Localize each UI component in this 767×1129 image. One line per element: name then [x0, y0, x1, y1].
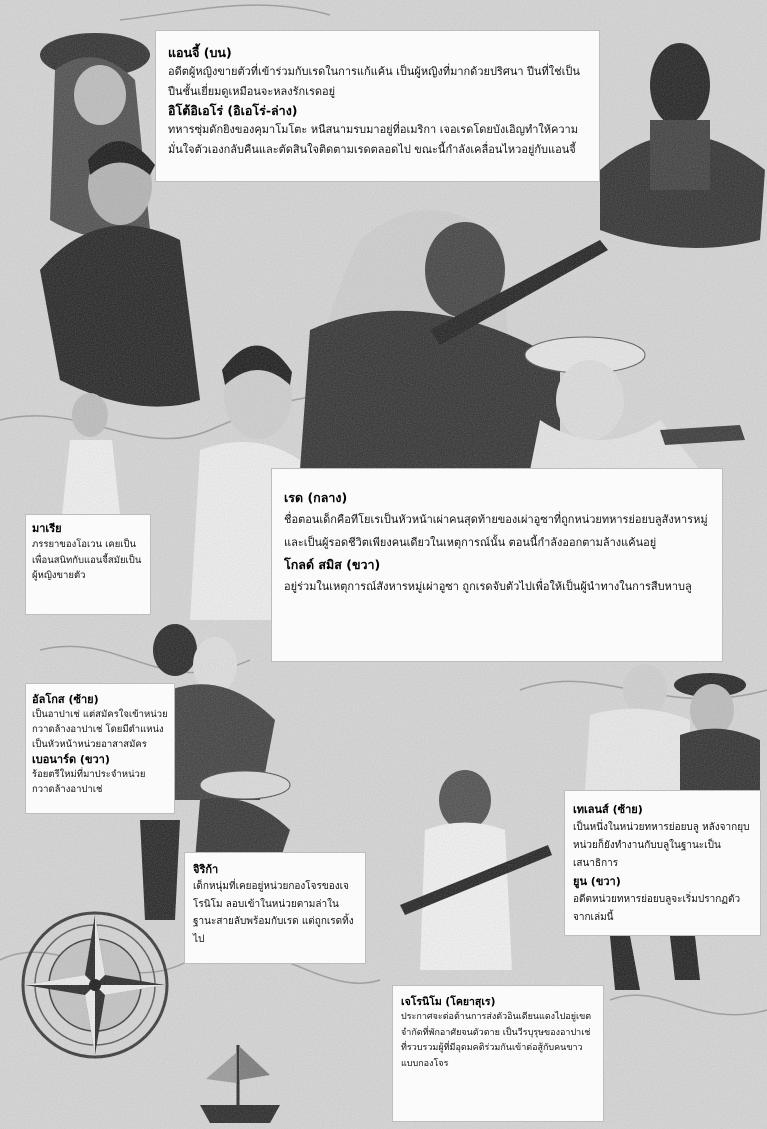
- caption-desc-angie: อดีตผู้หญิงขายตัวที่เข้าร่วมกับเรดในการแก้แค้น เป็นผู้หญิงที่มากด้วยปริศนา ปีนที่ใช่เป็นปืนชั้นเยี่ยมดูเหมือนจะหลงรักเรดอยู่: [168, 65, 580, 98]
- caption-name-alkos: อัลโกส (ซ้าย): [32, 693, 99, 706]
- alkos-bernard-caption: [25, 683, 175, 814]
- caption-desc-bernard: ร้อยตรีใหม่ที่มาประจำหน่วยกวาดล้างอาปาเช่: [32, 769, 146, 795]
- geronimo-caption: [392, 985, 604, 1122]
- caption-name-maria: มาเรีย: [32, 522, 62, 535]
- maria-caption: [25, 514, 151, 615]
- caption-name-itoieoro: อิโต้อิเอโร่ (อิเอโร่-ล่าง): [168, 103, 298, 118]
- angie-itoieoro-caption: [155, 30, 600, 182]
- caption-desc-goldsmith: อยู่ร่วมในเหตุการณ์สังหารหมู่เผ่าอูซา ถูกเรดจับตัวไปเพื่อให้เป็นผู้นำทางในการสืบหาบลู: [284, 580, 692, 593]
- caption-name-bernard: เบอนาร์ด (ขวา): [32, 753, 110, 766]
- caption-name-angie: แอนจี้ (บน): [168, 45, 232, 60]
- telens-yun-caption: [564, 790, 761, 936]
- caption-name-telens: เทเลนส์ (ซ้าย): [573, 803, 643, 816]
- red-goldsmith-caption: [271, 468, 723, 662]
- caption-desc-jiriga: เด็กหนุ่มที่เคยอยู่หน่วยกองโจรของเจโรนิโม ลอบเข้าในหน่วยตามล่าในฐานะสายลับพร้อมกับเรด แต่ถูกเรดทิ้งไป: [193, 881, 354, 945]
- caption-desc-yun: อดีตหน่วยทหารย่อยบลูจะเริ่มปรากฏตัวจากเล่มนี้: [573, 894, 741, 923]
- caption-desc-alkos: เป็นอาปาเช่ แต่สมัครใจเข้าหน่วยกวาดล้างอาปาเช่ โดยมีตำแหน่งเป็นหัวหน้าหน่วยอาสาสมัคร: [32, 709, 168, 750]
- jiriga-caption: [184, 852, 366, 964]
- caption-desc-maria: ภรรยาของโอเวน เคยเป็นเพื่อนสนิทกับแอนจี้สมัยเป็นผู้หญิงขายตัว: [32, 539, 142, 581]
- caption-name-jiriga: จิริก้า: [193, 863, 219, 876]
- caption-desc-itoieoro: ทหารซุ่มดักยิงของคุมาโมโตะ หนีสนามรบมาอยู่ที่อเมริกา เจอเรดโดยบังเอิญทำให้ความมั่นใจตัวเองกลับคืนและตัดสินใจติดตามเรดตลอดไป ขณะนี้กำลังเคลื่อนไหวอยู่กับแอนจี้: [168, 123, 578, 156]
- caption-name-goldsmith: โกลด์ สมิส (ขวา): [284, 557, 381, 572]
- caption-desc-geronimo: ประกาศจะต่อต้านการส่งตัวอินเดียนแดงไปอยู่เขตจำกัดที่พักอาศัยจนตัวตาย เป็นวีรบุรุษของอาปาเช่ ที่รวบรวมผู้ที่มีอุดมคติร่วมกันเข้าต่อสู้กับคนขาวแบบกองโจร: [401, 1012, 592, 1069]
- caption-desc-telens: เป็นหนึ่งในหน่วยทหารย่อยบลู หลังจากยุบหน่วยก็ยังทำงานกับบลูในฐานะเป็นเสนาธิการ: [573, 822, 750, 869]
- caption-name-yun: ยูน (ขวา): [573, 875, 621, 888]
- caption-name-red: เรด (กลาง): [284, 490, 348, 505]
- caption-name-geronimo: เจโรนิโม (โคยาสุเร): [401, 996, 496, 1008]
- caption-desc-red: ชื่อตอนเด็กคือทีโยเรเป็นหัวหน้าเผ่าคนสุดท้ายของเผ่าอูซาที่ถูกหน่วยทหารย่อยบลูสังหารหมู่และเป็นผู้รอดชีวิตเพียงคนเดียวในเหตุการณ์นั้น ตอนนี้กำลังออกตามล้างแค้นอยู่: [284, 513, 708, 549]
